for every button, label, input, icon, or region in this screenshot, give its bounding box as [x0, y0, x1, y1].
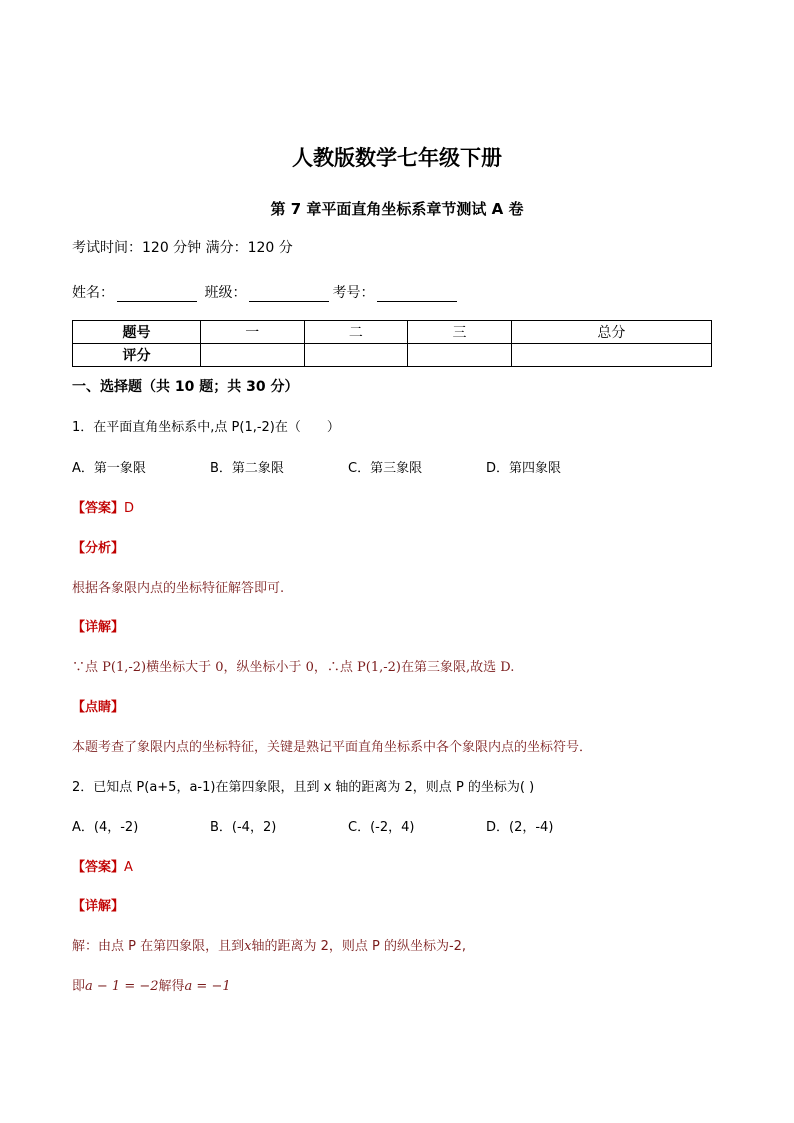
question-2-option-b: B．(-4，2) [210, 820, 277, 835]
score-table-score-row [73, 344, 712, 367]
detail-tag: 【详解】 [72, 899, 125, 914]
question-1-option-a: A．第一象限 [72, 461, 146, 476]
answer-value: A [124, 860, 133, 875]
question-1-analysis: 根据各象限内点的坐标特征解答即可. [72, 581, 285, 596]
question-1-options [72, 457, 624, 476]
equation-1: a − 1 = −2 [85, 979, 159, 994]
question-1-detail: ∵点 P(1,-2)横坐标大于 0，纵坐标小于 0，∴点 P(1,-2)在第三象限,故选 D. [72, 660, 515, 675]
question-1-option-b: B．第二象限 [210, 461, 284, 476]
exam-no-blank[interactable] [377, 287, 457, 302]
question-2-stem: 2．已知点 P(a+5，a-1)在第四象限，且到 x 轴的距离为 2，则点 P 的坐标为( ) [72, 780, 535, 795]
equation-mid: 解得 [158, 979, 185, 994]
section-heading: 一、选择题（共 10 题；共 30 分） [72, 379, 299, 395]
score-table-cell: 题号 [73, 321, 201, 344]
detail-text: 轴的距离为 2，则点 P 的纵坐标为-2, [251, 939, 467, 954]
document-subtitle: 第 7 章平面直角坐标系章节测试 A 卷 [270, 200, 524, 218]
score-input-cell[interactable] [201, 344, 305, 367]
class-blank[interactable] [249, 287, 329, 302]
question-2-options [72, 816, 624, 835]
score-table-cell: 二 [304, 321, 408, 344]
analysis-tag: 【分析】 [72, 541, 125, 556]
question-2-detail [72, 935, 466, 954]
exam-info: 考试时间：120 分钟 满分：120 分 [72, 240, 293, 256]
score-input-cell[interactable] [304, 344, 408, 367]
answer-value: D [124, 501, 135, 516]
question-1-comment: 本题考查了象限内点的坐标特征，关键是熟记平面直角坐标系中各个象限内点的坐标符号． [72, 740, 593, 755]
score-table-cell: 评分 [73, 344, 201, 367]
score-table-cell: 总分 [511, 321, 711, 344]
question-2-option-c: C．(-2，4) [348, 820, 415, 835]
question-1-stem: 1．在平面直角坐标系中,点 P(1,-2)在（ ） [72, 420, 340, 435]
score-input-cell[interactable] [511, 344, 711, 367]
detail-text: 解：由点 P 在第四象限，且到 [72, 939, 245, 954]
score-table-header-row [73, 321, 712, 344]
x-variable: x [244, 939, 252, 954]
class-label: 班级： [204, 285, 247, 301]
question-2-equation-line [72, 975, 231, 994]
detail-tag: 【详解】 [72, 620, 125, 635]
question-1-option-d: D．第四象限 [486, 461, 562, 476]
answer-tag: 【答案】 [72, 501, 125, 516]
score-table-cell: 一 [201, 321, 305, 344]
score-table-cell: 三 [408, 321, 512, 344]
question-2-option-a: A．(4，-2) [72, 820, 139, 835]
comment-tag: 【点睛】 [72, 700, 125, 715]
question-2-option-d: D．(2，-4) [486, 820, 554, 835]
equation-prefix: 即 [72, 979, 86, 994]
score-table [72, 320, 712, 367]
student-info-line [72, 282, 460, 302]
question-2-answer [72, 856, 133, 875]
question-1-answer [72, 497, 134, 516]
exam-no-label: 考号： [332, 285, 375, 301]
name-label: 姓名： [72, 285, 114, 301]
document-title: 人教版数学七年级下册 [292, 146, 502, 170]
question-1-option-c: C．第三象限 [348, 461, 423, 476]
name-blank[interactable] [117, 287, 197, 302]
equation-2: a = −1 [184, 979, 231, 994]
score-input-cell[interactable] [408, 344, 512, 367]
answer-tag: 【答案】 [72, 860, 125, 875]
